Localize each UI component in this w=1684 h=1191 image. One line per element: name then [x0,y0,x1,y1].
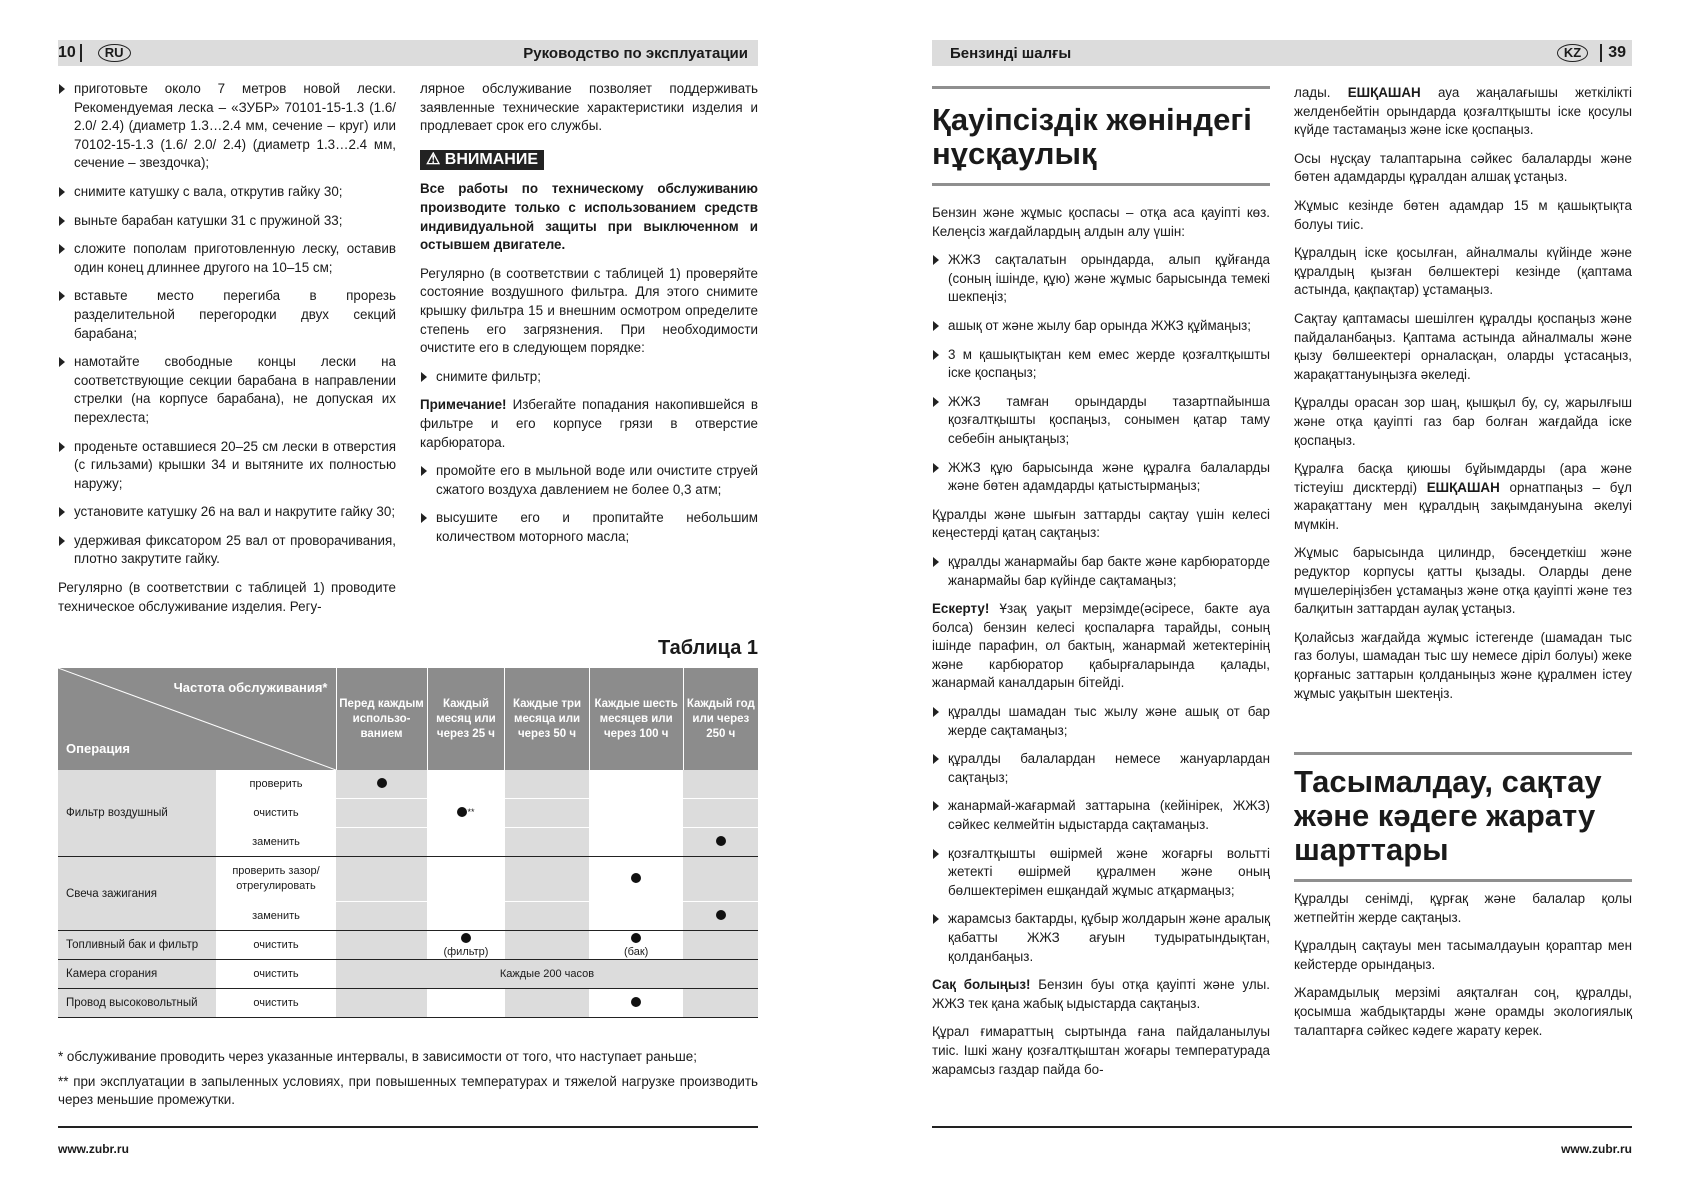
action-cell: очистить [216,960,336,989]
frequency-cell [505,799,589,828]
frequency-cell [589,770,683,799]
frequency-cell [427,799,505,828]
warning-icon: ⚠ [426,150,445,168]
paragraph: Бензин және жұмыс қоспасы – отқа аса қауіпті көз. Келеңсіз жағдайлардың алдын алу үшін: [932,205,1270,239]
frequency-cell [336,828,427,857]
paragraph: Жұмыс кезінде бөтен адамдар 15 м қашықтықта болуы тиіс. [1294,197,1632,232]
frequency-cell [336,770,427,799]
frequency-cell [427,857,505,902]
frequency-cell [589,857,683,902]
operation-cell: Топливный бак и фильтр [58,931,216,960]
frequency-cell [683,857,758,902]
list-item: снимите фильтр; [420,368,758,387]
action-cell: очистить [216,799,336,828]
list-item: приготовьте около 7 метров новой лески. Рекомендуемая леска – «ЗУБР» 70101-15-1.3 (1.6/ 2.0/ 2.4) (диаметр 1.3…2.4 мм, сечение – круг) или 70102-15-1.3 (1.6/ 2.0/ 2.4) (диаметр 1.3…2.4 мм, сечение – звездочка); [58,80,396,173]
list-item: удерживая фиксатором 25 вал от проворачивания, плотно закрутите гайку. [58,532,396,569]
footnotes [58,1048,758,1110]
action-cell: заменить [216,902,336,931]
frequency-cell [683,989,758,1018]
frequency-cell [505,828,589,857]
table-row [58,770,758,799]
mark-dot-icon [377,778,387,788]
paragraph: Қолайсыз жағдайда жұмыс істегенде (шамадан тыс газ болуы, шамадан тыс шу немесе діріл болуы) жеке қорғаныс заттарын қолданыңыз және құралмен істеу жұмыс уақытын шектеңіз. [1294,629,1632,701]
paragraph: лады. ЕШҚАШАН ауа жаңалағышы жеткілікті желденбейтін орындарда қозғалтқышты іске қосулы күйде тастамаңыз және іске қоспаңыз. [1294,85,1633,138]
page-header [932,40,1632,66]
list-item: құралды жанармайы бар бакте және карбюраторде жанармайы бар күйінде сақтамаңыз; [932,553,1270,590]
action-cell: проверить [216,770,336,799]
mark-dot-icon [631,997,641,1007]
paragraph: Жарамдылық мерзімі аяқталған соң, құралды, қосымша жабдықтарды және орамды экологиялық талаптарға сәйкес кәдеге жарату керек. [1294,985,1632,1038]
frequency-cell [336,931,427,960]
frequency-cell [589,799,683,828]
list-item: ашық от және жылу бар орында ЖЖЗ құймаңыз; [932,317,1270,336]
list-item: 3 м қашықтықтан кем емес жерде қозғалтқышты іске қоспаңыз; [932,346,1270,383]
paragraph: Құралды және шығын заттарды сақтау үшін келесі кеңестерді қатаң сақтаңыз: [932,506,1270,541]
column-header: Каждый год или через 250 ч [683,668,758,770]
paragraph: Регулярно (в соответствии с таблицей 1) проводите техническое обслуживание изделия. Регу- [58,580,396,614]
paragraph: Сақтау қаптамасы шешілген құралды қоспаңыз және пайдаланбаңыз. Қаптама астында айналмалы және қызу бөлшеектері орналасқан, оларды ұстасаңыз, жарақаттануыңызға әкеледі. [1294,310,1632,382]
table-row [58,857,758,902]
paragraph: Құралды орасан зор шаң, қышқыл бу, су, жарылғыш және отқа қауіпті газ бар болған жағдайда іске қоспаңыз. [1294,395,1632,448]
frequency-cell [683,902,758,931]
section-heading: Тасымалдау, сақтау және кәдеге жарату шарттары [1294,764,1602,867]
list-item: промойте его в мыльной воде или очистите струей сжатого воздуха давлением не более 0,3 атм; [420,462,758,499]
paragraph: Жұмыс барысында цилиндр, бәсеңдеткіш және редуктор корпусы қатты қызады. Оларды дене мүшелеріңізбен ұстамаңыз және отқа қауіпті және тез балқитын заттардан аулақ ұстаңыз. [1294,545,1632,617]
column-header: Перед каждым использо-ванием [336,668,427,770]
table-corner-header: Частота обслуживания* Операция [58,668,336,770]
paragraph: Құралдың іске қосылған, айналмалы күйінде және құралдың қызған бөлшектері кезінде (қаптама астында, қақпақтар) ұстамаңыз. [1294,245,1632,298]
language-badge: RU [98,44,131,62]
careful-paragraph: Сақ болыңыз! Бензин буы отқа қауіпті және улы. ЖЖЗ тек қана жабық ыдыстарда сақтаңыз. [932,977,1270,1011]
list-item: выньте барабан катушки 31 с пружиной 33; [58,212,396,231]
frequency-cell [683,799,758,828]
paragraph: Құралдың сақтауы мен тасымалдауын қораптар мен кейстерде орындаңыз. [1294,938,1632,972]
action-cell: очистить [216,931,336,960]
footer-rule [58,1126,758,1128]
caution-paragraph: Ескерту! Ұзақ уақыт мерзімде(әсіресе, бакте ауа болса) бензин келесі қоспаларға тарайды, соның ішінде парафин, ол бактың, жанармай жетектерінің және карбюратор қабырғаларында қалады, жанармай каналдарын бітейді. [932,601,1270,691]
left-column-1 [58,80,396,626]
frequency-cell [683,770,758,799]
operation-cell: Провод высоковольтный [58,989,216,1018]
page-header [58,40,758,66]
paragraph: Құралға басқа қиюшы бұйымдарды (ара және тістеуіш дисктерді) ЕШҚАШАН орнатпаңыз – бұл жарақаттану мен құралдың зақымдануына әкелуі мүмкін. [1294,461,1632,532]
action-cell: заменить [216,828,336,857]
right-column-1 [932,204,1270,1089]
frequency-cell [336,857,427,902]
footnote: ** при эксплуатации в запыленных условиях, при повышенных температурах и тяжелой нагрузке производить через меньшие промежутки. [58,1073,758,1108]
list-item: высушите его и пропитайте небольшим количеством моторного масла; [420,509,758,546]
operation-cell: Фильтр воздушный [58,770,216,857]
frequency-cell [505,902,589,931]
frequency-cell [427,828,505,857]
frequency-cell [505,989,589,1018]
language-badge: KZ [1557,44,1588,62]
warning-text: Все работы по техническому обслуживанию производите только с использованием средств индивидуальной защиты при выключенном и остывшем двигателе. [420,181,758,253]
list-item: жанармай-жағармай заттарына (кейінірек, ЖЖЗ) сәйкес келмейтін ыдыстарда сақтамаңыз. [932,797,1270,834]
paragraph: Құралды сенімді, құрғақ және балалар қолы жетпейтін жерде сақтаңыз. [1294,891,1632,925]
frequency-cell [427,931,505,960]
operation-cell: Свеча зажигания [58,857,216,931]
frequency-cell [589,931,683,960]
frequency-cell [589,828,683,857]
mark-dot-icon [631,873,641,883]
cell-note: (бак) [624,945,649,958]
action-cell: проверить зазор/ отрегулировать [216,857,336,902]
note: Примечание! Избегайте попадания накопившейся в фильтре и его корпусе грязи в отверстие карбюратора. [420,397,758,450]
table-title: Таблица 1 [657,637,758,659]
paragraph: Осы нұсқау талаптарына сәйкес балаларды және бөтен адамдарды құралдан алшақ ұстаңыз. [1294,150,1632,185]
page-number: 39 [1608,44,1626,61]
column-header: Каждый месяц или через 25 ч [427,668,505,770]
footnote: * обслуживание проводить через указанные интервалы, в зависимости от того, что наступает раньше; [58,1049,697,1064]
paragraph: Регулярно (в соответствии с таблицей 1) проверяйте состояние воздушного фильтра. Для этого снимите крышку фильтра 15 и внешним осмотром определите степень его загрязнения. При необходимости очистите его в следующем порядке: [420,265,758,356]
frequency-cell [505,931,589,960]
frequency-cell [505,770,589,799]
header-title: Бензинді шалғы [950,44,1072,62]
page-number: 10 [58,44,76,61]
header-title: Руководство по эксплуатации [523,44,748,62]
mark-dot-icon [716,910,726,920]
list-item: ЖЖЗ тамған орындарды тазартпайынша қозғалтқышты қоспаңыз, сонымен қатар таму себебін анықтаңыз; [932,393,1270,449]
frequency-cell [336,902,427,931]
table-row [58,931,758,960]
section-heading: Қауіпсіздік жөніндегі нұсқаулық [932,102,1252,171]
action-cell: очистить [216,989,336,1018]
section-heading-box [1294,752,1632,882]
list-item: ЖЖЗ сақталатын орындарда, алып құйғанда (соның ішінде, құю) және жұмыс барысында темекі шекпеңіз; [932,251,1270,307]
mark-dot-icon [461,933,471,943]
list-item: снимите катушку с вала, открутив гайку 30; [58,183,396,202]
table-row [58,989,758,1018]
list-item: қозғалтқышты өшірмей және жоғарғы вольтті жетекті өшірмей құралмен және оның бөлшектерімен ешқандай жұмыс атқармаңыз; [932,845,1270,901]
list-item: ЖЖЗ құю барысында және құралға балаларды және бөтен адамдарды қатыстырмаңыз; [932,459,1270,496]
span-cell: Каждые 200 часов [336,960,758,989]
mark-dot-icon [631,933,641,943]
list-item: установите катушку 26 на вал и накрутите гайку 30; [58,503,396,522]
list-item: құралды балалардан немесе жануарлардан сақтаңыз; [932,750,1270,787]
list-item: жарамсыз бактарды, құбыр жолдарын және аралық қабатты ЖЖЗ ағуын тудыратындықтан, қолданбаңыз. [932,910,1270,966]
list-item: проденьте оставшиеся 20–25 см лески в отверстия (с гильзами) крышки 34 и вытяните их полностью наружу; [58,438,396,494]
frequency-cell [589,989,683,1018]
footer-url[interactable]: www.zubr.ru [1561,1142,1632,1156]
frequency-cell [427,770,505,799]
footer-url[interactable]: www.zubr.ru [58,1142,129,1156]
paragraph: Құрал ғимараттың сыртында ғана пайдаланылуы тиіс. Ішкі жану қозғалтқыштан жоғары температурада жарамсыз газдар пайда бо- [932,1024,1270,1077]
right-column-2-bottom [1294,890,1632,1050]
right-page [932,0,1632,1191]
cell-note: ** [467,806,475,817]
mark-dot-icon [457,807,467,817]
cell-note: (фильтр) [443,945,489,958]
header-divider [80,44,82,62]
frequency-cell [505,857,589,902]
frequency-cell [427,902,505,931]
left-column-2 [420,80,758,556]
frequency-cell [336,989,427,1018]
footer-rule [932,1126,1632,1128]
paragraph: лярное обслуживание позволяет поддерживать заявленные технические характеристики изделия и продлевает срок его службы. [420,81,758,134]
right-column-2 [1294,84,1632,713]
frequency-cell [683,828,758,857]
mark-dot-icon [716,836,726,846]
left-page [58,0,758,1191]
section-heading-box [932,86,1270,186]
frequency-cell [589,902,683,931]
frequency-cell [427,989,505,1018]
header-divider [1600,44,1602,62]
column-header: Каждые три месяца или через 50 ч [505,668,589,770]
operation-cell: Камера сгорания [58,960,216,989]
list-item: сложите пополам приготовленную леску, оставив один конец длиннее другого на 10–15 см; [58,240,396,277]
frequency-cell [336,799,427,828]
column-header: Каждые шесть месяцев или через 100 ч [589,668,683,770]
maintenance-table [58,668,758,1018]
list-item: вставьте место перегиба в прорезь разделительной перегородки двух секций барабана; [58,287,396,343]
table-row [58,960,758,989]
list-item: намотайте свободные концы лески на соответствующие секции барабана в направлении стрелки (на корпусе барабана), не допуская их перехлеста; [58,353,396,427]
frequency-cell [683,931,758,960]
list-item: құралды шамадан тыс жылу және ашық от бар жерде сақтамаңыз; [932,703,1270,740]
warning-badge: ⚠ ВНИМАНИЕ [420,150,544,171]
